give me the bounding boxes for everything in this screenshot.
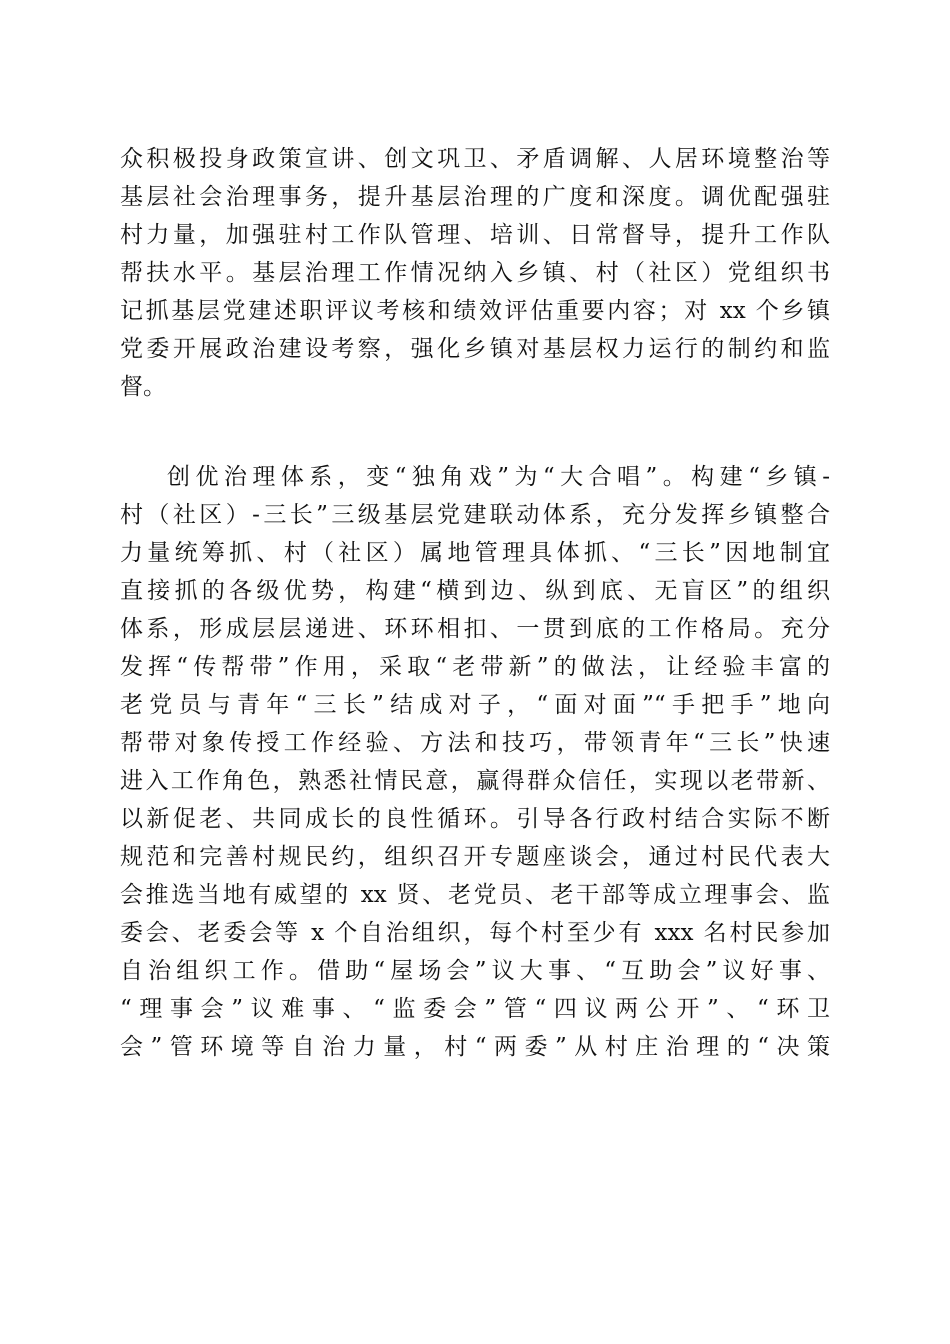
text-line: 老党员与青年“三长”结成对子，“面对面”“手把手”地向 [120,692,830,718]
text-line: 帮扶水平。基层治理工作情况纳入乡镇、村（社区）党组织书 [120,260,830,286]
text-line: 体系，形成层层递进、环环相扣、一贯到底的工作格局。充分 [120,616,830,642]
text-line: 记抓基层党建述职评议考核和绩效评估重要内容；对 xx 个乡镇 [120,298,830,324]
text-line: 自治组织工作。借助“屋场会”议大事、“互助会”议好事、 [120,958,830,984]
text-line: 创优治理体系，变“独角戏”为“大合唱”。构建“乡镇- [167,464,830,490]
text-line: 基层社会治理事务，提升基层治理的广度和深度。调优配强驻 [120,184,830,210]
text-line: 直接抓的各级优势，构建“横到边、纵到底、无盲区”的组织 [120,578,830,604]
text-line: 党委开展政治建设考察，强化乡镇对基层权力运行的制约和监 [120,336,830,362]
text-line: 发挥“传帮带”作用，采取“老带新”的做法，让经验丰富的 [120,654,830,680]
text-line: 村（社区）-三长”三级基层党建联动体系，充分发挥乡镇整合 [120,502,830,528]
text-line: “理事会”议难事、“监委会”管“四议两公开”、“环卫 [120,996,830,1022]
text-line: 规范和完善村规民约，组织召开专题座谈会，通过村民代表大 [120,844,830,870]
text-line: 村力量，加强驻村工作队管理、培训、日常督导，提升工作队 [120,222,830,248]
paragraph-2 [120,458,830,1066]
paragraph-1 [120,140,830,406]
text-line: 众积极投身政策宣讲、创文巩卫、矛盾调解、人居环境整治等 [120,146,830,172]
text-line: 力量统筹抓、村（社区）属地管理具体抓、“三长”因地制宜 [120,540,830,566]
text-line: 会推选当地有威望的 xx 贤、老党员、老干部等成立理事会、监 [120,882,830,908]
text-line: 进入工作角色，熟悉社情民意，赢得群众信任，实现以老带新、 [120,768,830,794]
text-line: 督。 [120,374,166,400]
text-line: 帮带对象传授工作经验、方法和技巧，带领青年“三长”快速 [120,730,830,756]
text-line: 以新促老、共同成长的良性循环。引导各行政村结合实际不断 [120,806,830,832]
text-line: 会”管环境等自治力量，村“两委”从村庄治理的“决策 [120,1034,830,1060]
text-line: 委会、老委会等 x 个自治组织，每个村至少有 xxx 名村民参加 [120,920,830,946]
